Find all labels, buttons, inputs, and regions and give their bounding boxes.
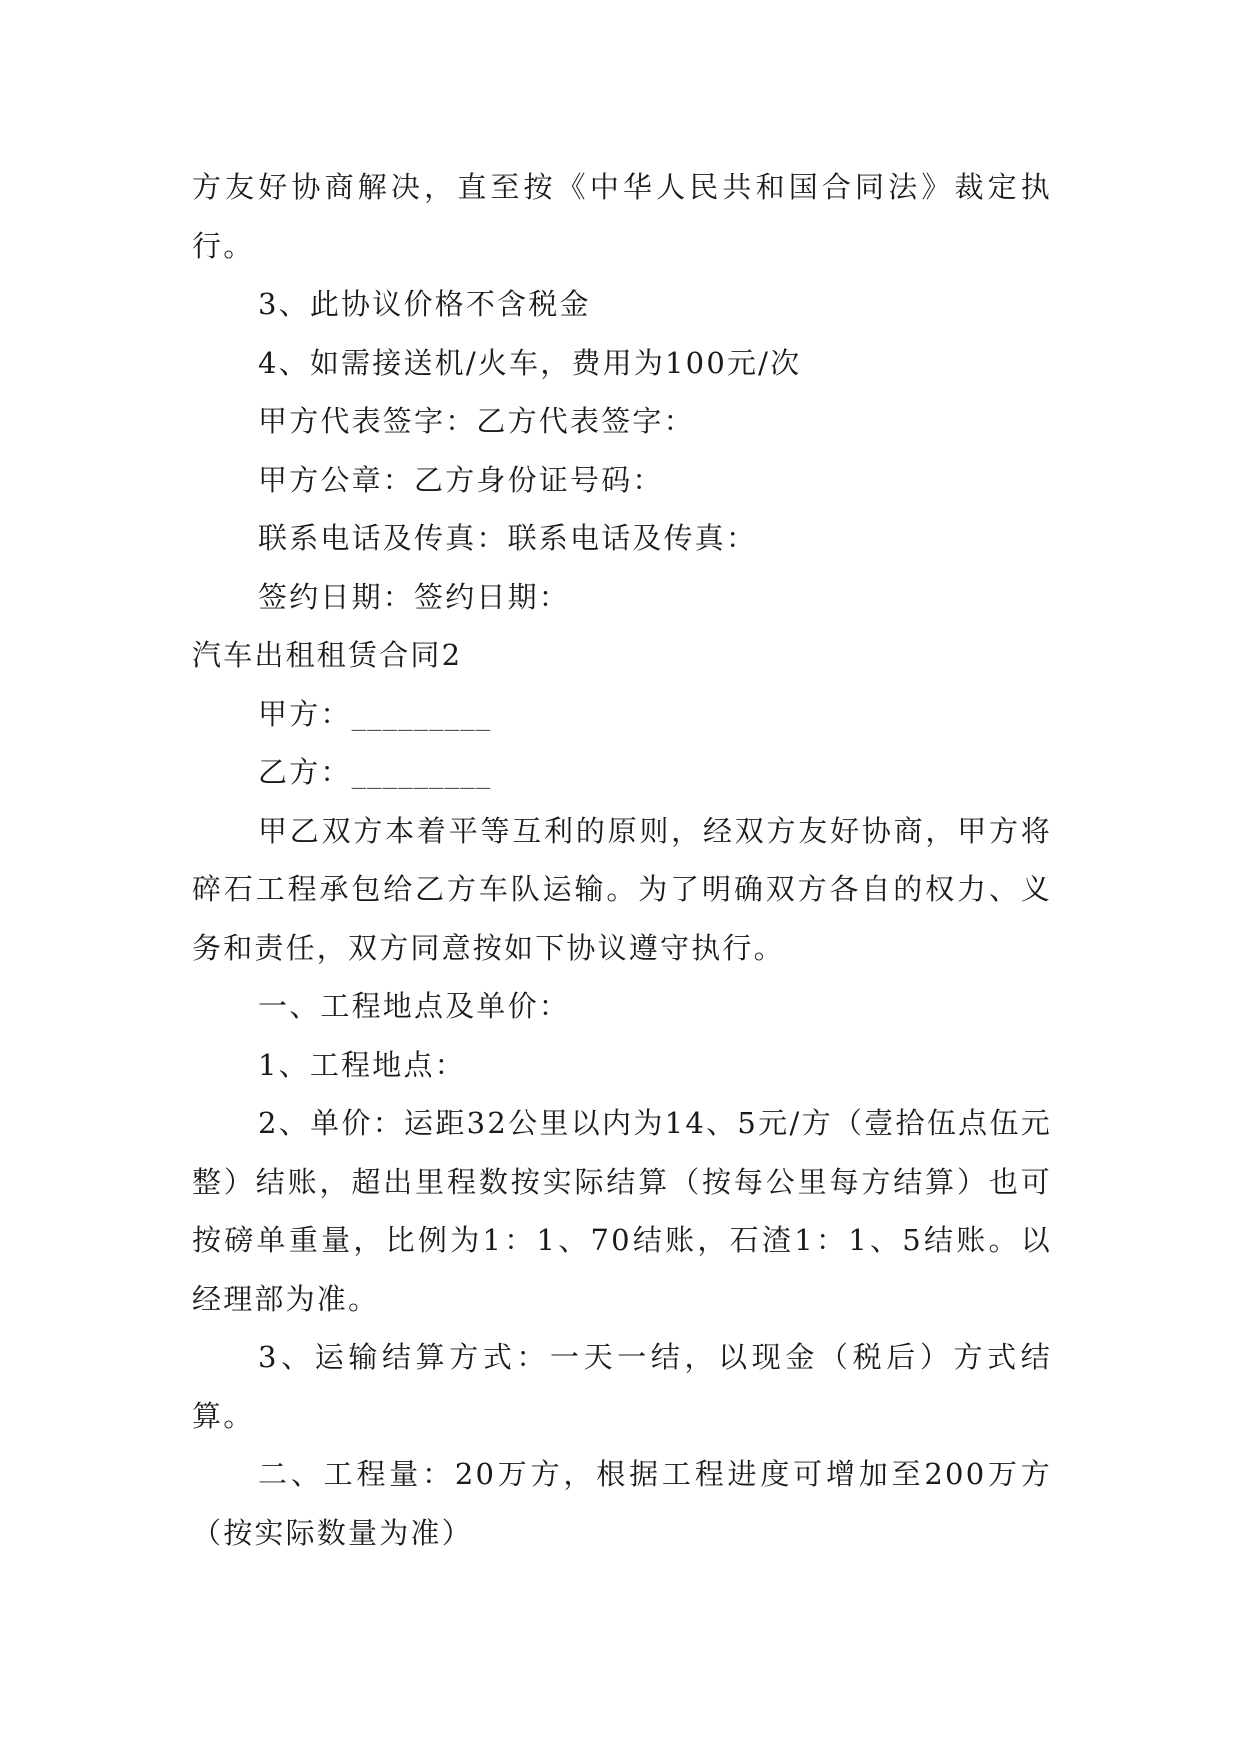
signature-line-contact: 联系电话及传真：联系电话及传真： <box>258 521 758 555</box>
party-a-label: 甲方： <box>258 696 352 731</box>
signature-line-date: 签约日期：签约日期： <box>258 579 571 614</box>
party-b-blank: _________ <box>351 755 492 789</box>
clause-unit-price: 2、单价：运距32公里以内为14、5元/方（壹拾伍点伍元整）结账，超出里程数按实际结算（按每公里每方结算）也可按磅单重量，比例为1：1、70结账，石渣1：1、5结账。以经理部为准。 <box>192 1106 1052 1316</box>
paragraph-preamble: 甲乙双方本着平等互利的原则，经双方友好协商，甲方将碎石工程承包给乙方车队运输。为了明确双方各自的权力、义务和责任，双方同意按如下协议遵守执行。 <box>192 813 1052 965</box>
signature-line-representatives: 甲方代表签字：乙方代表签字： <box>258 404 695 438</box>
party-a-blank: _________ <box>351 696 492 731</box>
paragraph-tax-clause: 3、此协议价格不含税金 <box>258 287 591 321</box>
clause-location: 1、工程地点： <box>258 1047 466 1082</box>
section-heading-quantity: 二、工程量：20万方，根据工程进度可增加至200万方（按实际数量为准） <box>192 1457 1052 1550</box>
paragraph-dispute-resolution: 方友好协商解决，直至按《中华人民共和国合同法》裁定执行。 <box>192 170 1052 263</box>
paragraph-pickup-fee: 4、如需接送机/火车，费用为100元/次 <box>258 345 802 380</box>
party-a-line <box>192 685 1052 744</box>
section-heading-location-price: 一、工程地点及单价： <box>258 989 571 1023</box>
clause-settlement: 3、运输结算方式：一天一结，以现金（税后）方式结算。 <box>192 1340 1052 1433</box>
party-b-label: 乙方： <box>258 755 352 789</box>
document-body <box>192 158 1052 1562</box>
contract-title: 汽车出租租赁合同2 <box>192 638 463 672</box>
party-b-line <box>192 743 1052 802</box>
signature-line-seal-id: 甲方公章：乙方身份证号码： <box>258 462 664 497</box>
